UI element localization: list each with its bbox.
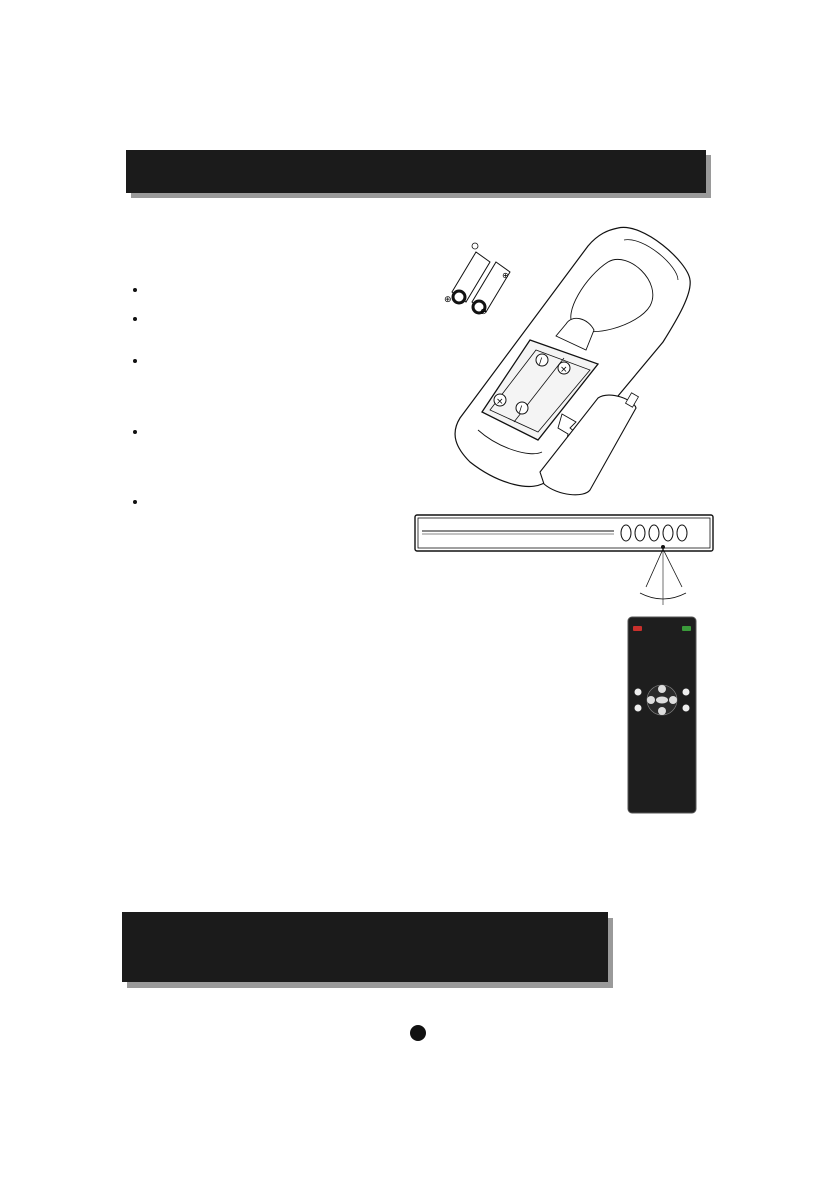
svg-text:⊕: ⊕ [444,295,452,305]
bullet-dot [133,317,137,321]
header-banner [126,150,706,193]
remote-control-illustration [626,616,698,816]
dvd-player-illustration [414,513,714,611]
svg-text:⊕: ⊕ [502,271,509,280]
eco-banner [122,912,608,982]
svg-text:×: × [560,365,568,375]
bullet-dot [133,359,137,363]
battery-loading-illustration [438,222,698,504]
bullet-dot [133,288,137,292]
bullet-dot [133,500,137,504]
page-number-dot [410,1025,426,1041]
bullet-dot [133,430,137,434]
svg-text:×: × [496,397,504,407]
svg-text:/: / [539,357,543,367]
svg-text:/: / [519,405,523,415]
svg-text:⊖: ⊖ [480,307,487,316]
